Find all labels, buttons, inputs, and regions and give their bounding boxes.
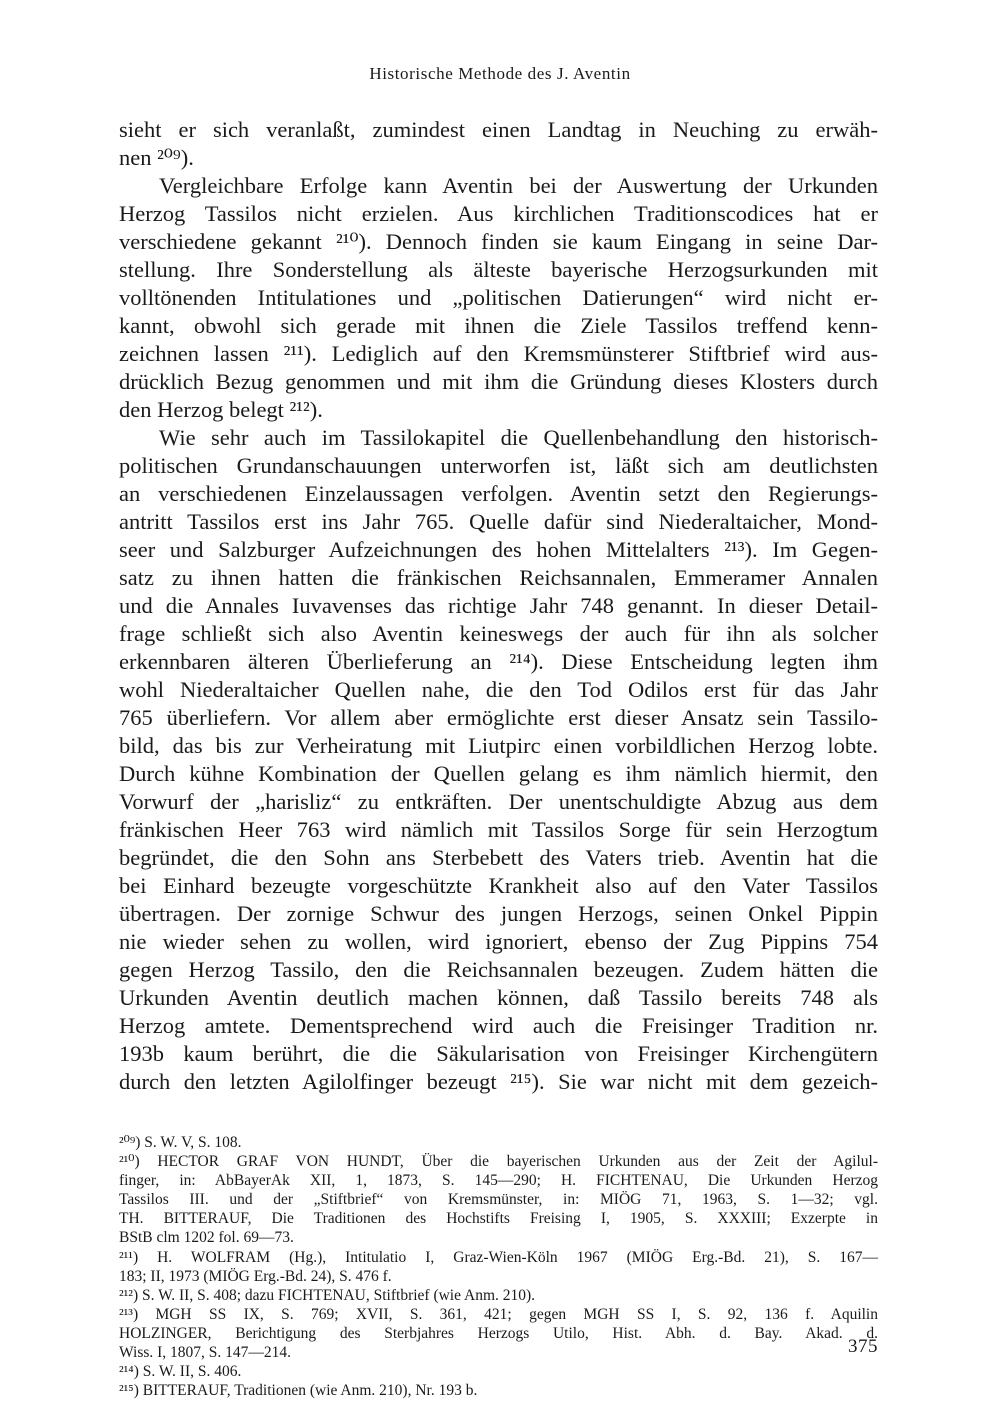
body-line: antritt Tassilos erst ins Jahr 765. Quelle dafür sind Niederaltaicher, Mond- (119, 509, 878, 534)
footnote-line: ²⁰⁹) S. W. V, S. 108. (119, 1134, 242, 1151)
footnote-line: ²¹¹) H. WOLFRAM (Hg.), Intitulatio I, Graz-Wien-Köln 1967 (MIÖG Erg.-Bd. 21), S. 167— (119, 1249, 878, 1266)
footnote-line: finger, in: AbBayerAk XII, 1, 1873, S. 145—290; H. FICHTENAU, Die Urkunden Herzog (119, 1172, 878, 1189)
body-line: sieht er sich veranlaßt, zumindest einen Landtag in Neuching zu erwäh- (119, 117, 878, 142)
body-line: frage schließt sich also Aventin keineswegs der auch für ihn als solcher (119, 621, 878, 646)
body-line: Urkunden Aventin deutlich machen können, daß Tassilo bereits 748 als (119, 985, 878, 1010)
body-line: an verschiedenen Einzelaussagen verfolgen. Aventin setzt den Regierungs- (119, 481, 878, 506)
body-line: satz zu ihnen hatten die fränkischen Reichsannalen, Emmeramer Annalen (119, 565, 878, 590)
body-line: Wie sehr auch im Tassilokapitel die Quellenbehandlung den historisch- (159, 425, 878, 450)
body-line: fränkischen Heer 763 wird nämlich mit Tassilos Sorge für sein Herzogtum (119, 817, 878, 842)
body-line: nen ²⁰⁹). (119, 145, 194, 170)
body-line: Herzog Tassilos nicht erzielen. Aus kirchlichen Traditionscodices hat er (119, 201, 878, 226)
footnote-line: BStB clm 1202 fol. 69—73. (119, 1229, 294, 1246)
body-line: gegen Herzog Tassilo, den die Reichsannalen bezeugen. Zudem hätten die (119, 957, 878, 982)
body-line: den Herzog belegt ²¹²). (119, 397, 323, 422)
body-line: zeichnen lassen ²¹¹). Lediglich auf den Kremsmünsterer Stiftbrief wird aus- (119, 341, 878, 366)
body-line: Herzog amtete. Dementsprechend wird auch die Freisinger Tradition nr. (119, 1013, 878, 1038)
footnote-line: Tassilos III. und der „Stiftbrief“ von Kremsmünster, in: MIÖG 71, 1963, S. 1—32; vgl. (119, 1191, 878, 1208)
footnote-line: ²¹⁵) BITTERAUF, Traditionen (wie Anm. 210), Nr. 193 b. (119, 1382, 478, 1399)
body-line: nie wieder sehen zu wollen, wird ignoriert, ebenso der Zug Pippins 754 (119, 929, 878, 954)
body-line: drücklich Bezug genommen und mit ihm die Gründung dieses Klosters durch (119, 369, 878, 394)
footnote-line: HOLZINGER, Berichtigung des Sterbjahres Herzogs Utilo, Hist. Abh. d. Bay. Akad. d. (119, 1325, 878, 1342)
body-line: Durch kühne Kombination der Quellen gelang es ihm nämlich hiermit, den (119, 761, 878, 786)
body-line: 765 überliefern. Vor allem aber ermöglichte erst dieser Ansatz sein Tassilo- (119, 705, 878, 730)
body-line: volltönenden Intitulationes und „politischen Datierungen“ wird nicht er- (119, 285, 878, 310)
footnote-line: TH. BITTERAUF, Die Traditionen des Hochstifts Freising I, 1905, S. XXXIII; Exzerpte in (119, 1210, 878, 1227)
body-line: und die Annales Iuvavenses das richtige Jahr 748 genannt. In dieser Detail- (119, 593, 878, 618)
footnote-line: ²¹²) S. W. II, S. 408; dazu FICHTENAU, Stiftbrief (wie Anm. 210). (119, 1287, 536, 1304)
body-line: kannt, obwohl sich gerade mit ihnen die Ziele Tassilos treffend kenn- (119, 313, 878, 338)
body-line: stellung. Ihre Sonderstellung als älteste bayerische Herzogsurkunden mit (119, 257, 878, 282)
body-line: bei Einhard bezeugte vorgeschützte Krankheit also auf den Vater Tassilos (119, 873, 878, 898)
body-line: verschiedene gekannt ²¹⁰). Dennoch finden sie kaum Eingang in seine Dar- (119, 229, 878, 254)
body-line: bild, das bis zur Verheiratung mit Liutpirc einen vorbildlichen Herzog lobte. (119, 733, 878, 758)
footnote-line: Wiss. I, 1807, S. 147—214. (119, 1344, 292, 1361)
body-line: erkennbaren älteren Überlieferung an ²¹⁴). Diese Entscheidung legten ihm (119, 649, 878, 674)
body-line: 193b kaum berührt, die die Säkularisation von Freisinger Kirchengütern (119, 1041, 878, 1066)
body-line: politischen Grundanschauungen unterworfen ist, läßt sich am deutlichsten (119, 453, 878, 478)
body-line: Vergleichbare Erfolge kann Aventin bei der Auswertung der Urkunden (159, 173, 878, 198)
body-line: wohl Niederaltaicher Quellen nahe, die den Tod Odilos erst für das Jahr (119, 677, 878, 702)
page-number: 375 (848, 1336, 878, 1357)
running-head: Historische Methode des J. Aventin (369, 64, 631, 83)
footnote-line: ²¹³) MGH SS IX, S. 769; XVII, S. 361, 421; gegen MGH SS I, S. 92, 136 f. Aquilin (119, 1306, 878, 1323)
body-line: durch den letzten Agilolfinger bezeugt ²¹⁵). Sie war nicht mit dem gezeich- (119, 1069, 878, 1094)
footnote-line: ²¹⁰) HECTOR GRAF VON HUNDT, Über die bayerischen Urkunden aus der Zeit der Agilul- (119, 1153, 878, 1170)
body-line: seer und Salzburger Aufzeichnungen des hohen Mittelalters ²¹³). Im Gegen- (119, 537, 878, 562)
body-line: begründet, die den Sohn ans Sterbebett des Vaters trieb. Aventin hat die (119, 845, 878, 870)
body-line: übertragen. Der zornige Schwur des jungen Herzogs, seinen Onkel Pippin (119, 901, 878, 926)
body-line: Vorwurf der „harisliz“ zu entkräften. Der unentschuldigte Abzug aus dem (119, 789, 878, 814)
footnote-line: ²¹⁴) S. W. II, S. 406. (119, 1363, 242, 1380)
footnote-line: 183; II, 1973 (MIÖG Erg.-Bd. 24), S. 476 f. (119, 1268, 392, 1285)
